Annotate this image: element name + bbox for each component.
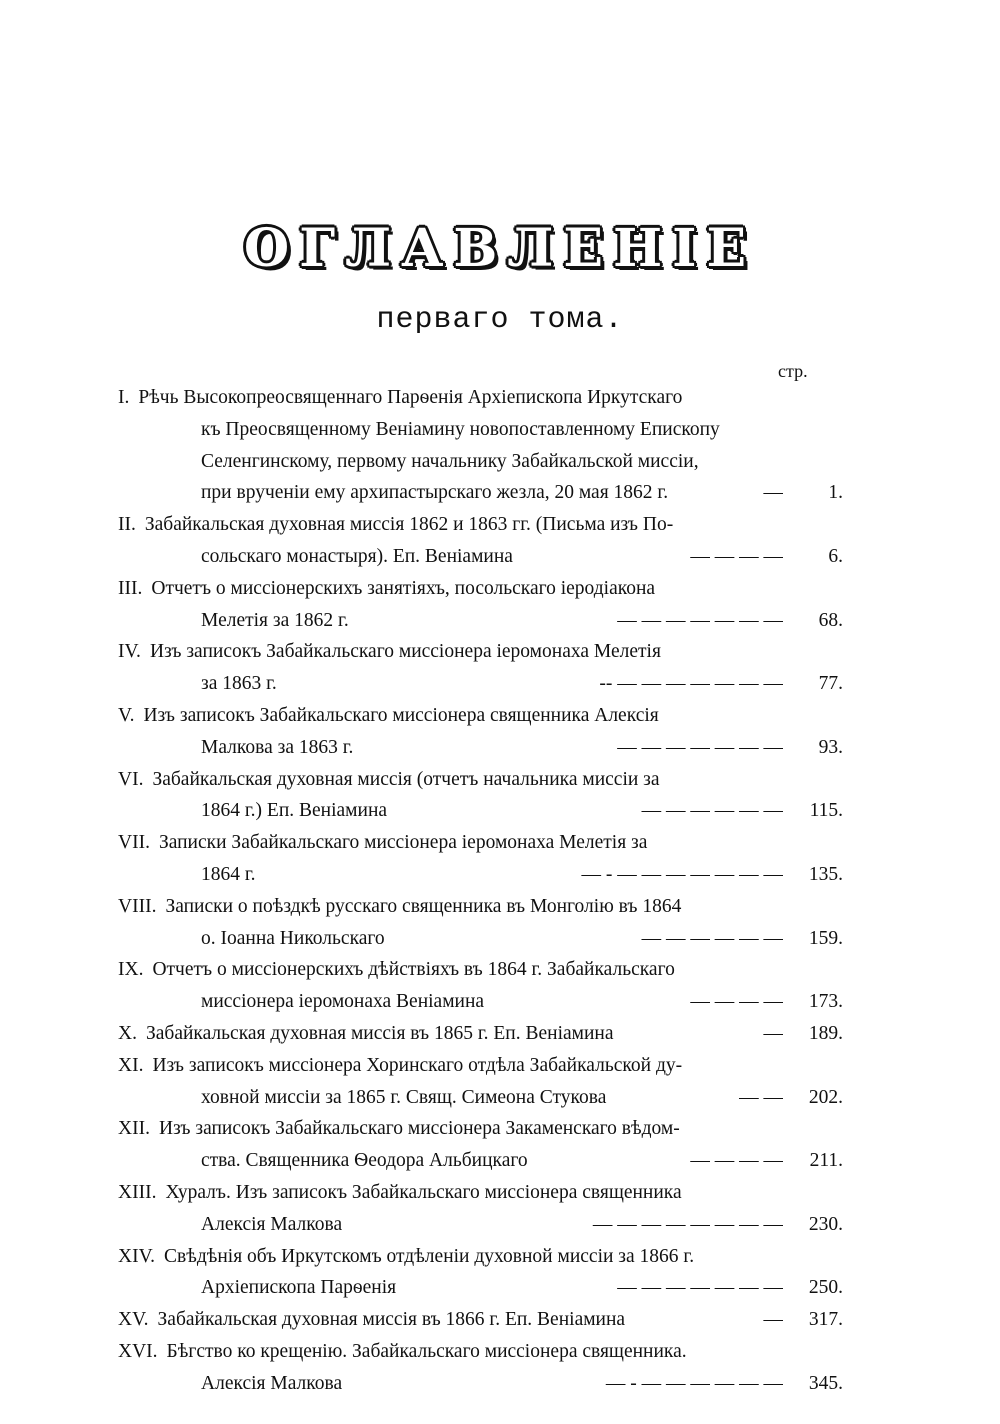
- toc-entry-number: VII.: [118, 832, 150, 854]
- toc-entry: [118, 1177, 843, 1241]
- toc-entry-last-line: [201, 1145, 843, 1177]
- toc-entry-last-line: [201, 859, 843, 891]
- toc-leader-dashes: — — — — — —: [641, 927, 783, 949]
- toc-entry-first-line: [118, 954, 843, 986]
- toc-page-number: 317.: [808, 1309, 843, 1331]
- toc-entry: [118, 954, 843, 1018]
- toc-entry-number: X.: [118, 1022, 137, 1044]
- toc-entry-text: Рѣчь Высокопреосвященнаго Парѳенія Архіепископа Иркутскаго: [138, 387, 683, 408]
- toc-entry-text: сольскаго монастыря). Еп. Веніамина: [201, 545, 513, 567]
- toc-page-number: 135.: [808, 863, 843, 885]
- toc-entry-text: миссіонера іеромонаха Веніамина: [201, 991, 485, 1013]
- toc-entry-first-line: [118, 1177, 843, 1209]
- toc-entry-last-line: [201, 732, 843, 764]
- toc-entry-text: къ Преосвященному Веніамину новопоставленному Епископу: [201, 418, 720, 440]
- toc-leader-dashes: — — — —: [690, 1150, 783, 1172]
- toc-leader-dashes: — — — —: [690, 545, 783, 567]
- toc-leader-dashes: — - — — — — — —: [605, 1372, 783, 1394]
- toc-entry-text: Малкова за 1863 г.: [201, 736, 354, 758]
- toc-entry-last-line: [201, 668, 843, 700]
- toc-entry-text: Забайкальская духовная миссія въ 1866 г. Еп. Веніамина: [157, 1309, 626, 1331]
- toc-entry-last-line: [118, 1304, 843, 1336]
- toc-entry: [118, 1336, 843, 1400]
- toc-entry-first-line: [118, 1113, 843, 1145]
- toc-entry-last-line: [201, 986, 843, 1018]
- toc-entry-number: XI.: [118, 1054, 144, 1076]
- toc-entry: [118, 636, 843, 700]
- toc-entry: [118, 827, 843, 891]
- toc-page-number: 6.: [828, 545, 843, 567]
- toc-entry-number: IV.: [118, 641, 141, 663]
- toc-entry: [118, 700, 843, 764]
- toc-page-number: 77.: [818, 673, 843, 695]
- toc-entry-number: XIV.: [118, 1245, 156, 1267]
- toc-leader-dashes: — — — — — — —: [617, 736, 783, 758]
- toc-page-number: 230.: [808, 1213, 843, 1235]
- toc-entry: [118, 573, 843, 637]
- toc-page-number: 250.: [808, 1277, 843, 1299]
- toc-entry-text: Отчетъ о миссіонерскихъ дѣйствіяхъ въ 1864 г. Забайкальскаго: [152, 959, 675, 981]
- toc-leader-dashes: — — — — — —: [641, 800, 783, 822]
- toc-entry: [118, 1113, 843, 1177]
- toc-entry-number: IX.: [118, 959, 144, 981]
- toc-entry-first-line: [118, 891, 843, 923]
- toc-page-number: 115.: [809, 800, 843, 822]
- toc-page-number: 211.: [809, 1150, 843, 1172]
- toc-entry-last-line: [201, 605, 843, 637]
- toc-entry-text: Хуралъ. Изъ записокъ Забайкальскаго миссіонера священника: [165, 1181, 682, 1203]
- toc-entry-last-line: [201, 1368, 843, 1400]
- toc-entry-text: за 1863 г.: [201, 673, 277, 695]
- toc-entry-text: Изъ записокъ Забайкальскаго миссіонера священника Алексія: [143, 704, 659, 726]
- toc-leader-dashes: —: [763, 482, 783, 504]
- toc-leader-dashes: —: [763, 1309, 783, 1331]
- toc-entry-text: Свѣдѣнія объ Иркутскомъ отдѣленіи духовной миссіи за 1866 г.: [164, 1245, 695, 1267]
- toc-leader-dashes: — —: [739, 1086, 783, 1108]
- toc-entry: [118, 1241, 843, 1305]
- toc-entry-text: Забайкальская духовная миссія въ 1865 г. Еп. Веніамина: [145, 1022, 614, 1044]
- toc-entry-first-line: [118, 636, 843, 668]
- toc-leader-dashes: — — — —: [690, 991, 783, 1013]
- toc-entry-text: Забайкальская духовная миссія 1862 и 1863 гг. (Письма изъ По-: [144, 514, 674, 536]
- toc-entry-number: VI.: [118, 768, 144, 790]
- toc-entry-number: II.: [118, 514, 136, 536]
- toc-page-number: 68.: [818, 609, 843, 631]
- toc-entry: [118, 382, 843, 509]
- toc-entry-first-line: [118, 509, 843, 541]
- toc-leader-dashes: — - — — — — — — —: [581, 863, 783, 885]
- toc-entry-last-line: [201, 1082, 843, 1114]
- toc-entry: [118, 1018, 843, 1050]
- toc-entry: [118, 509, 843, 573]
- toc-entry-text: ховной миссіи за 1865 г. Свящ. Симеона Стукова: [201, 1086, 607, 1108]
- toc-entry-text: Забайкальская духовная миссія (отчетъ начальника миссіи за: [152, 768, 660, 790]
- toc-entry-text: Изъ записокъ миссіонера Хоринскаго отдѣла Забайкальской ду-: [152, 1054, 683, 1076]
- page-subtitle: перваго тома.: [376, 303, 624, 337]
- toc-entry-text: Изъ записокъ Забайкальскаго миссіонера Закаменскаго вѣдом-: [158, 1118, 680, 1140]
- toc-leader-dashes: — — — — — — — —: [592, 1213, 783, 1235]
- toc-entry-number: XII.: [118, 1118, 150, 1140]
- toc-entry-text: Отчетъ о миссіонерскихъ занятіяхъ, посольскаго іеродіакона: [151, 577, 656, 599]
- toc-page-number: 345.: [808, 1372, 843, 1394]
- toc-entry-text: Записки Забайкальскаго миссіонера іеромонаха Мелетія за: [158, 832, 648, 854]
- toc-entry-text: Записки о поѣздкѣ русскаго священника въ Монголію въ 1864: [165, 895, 682, 917]
- toc-entry-last-line: [201, 477, 843, 509]
- toc-entry-last-line: [201, 923, 843, 955]
- toc-entry-text: при врученіи ему архипастырскаго жезла, 20 мая 1862 г.: [201, 482, 669, 504]
- toc-entry-number: VIII.: [118, 895, 157, 917]
- toc-entry-text: Алексія Малкова: [201, 1213, 343, 1235]
- toc-entry-text: 1864 г.: [201, 863, 256, 885]
- toc-entry-first-line: [118, 764, 843, 796]
- toc-entry-number: III.: [118, 577, 143, 599]
- toc-leader-dashes: —: [763, 1022, 783, 1044]
- toc-entry-text: Алексія Малкова: [201, 1372, 343, 1394]
- toc-page-number: 1.: [828, 482, 843, 504]
- toc-entry-text: ства. Священника Ѳеодора Альбицкаго: [201, 1150, 528, 1172]
- toc-entry: [118, 1304, 843, 1336]
- toc-entry-text: Архіепископа Парѳенія: [201, 1277, 397, 1299]
- toc-entry-first-line: [118, 1050, 843, 1082]
- toc-entry: [118, 891, 843, 955]
- page-title: ОГЛАВЛЕНІЕ: [243, 218, 757, 279]
- toc-entry-number: XVI.: [118, 1340, 158, 1362]
- toc-entry-last-line: [201, 1272, 843, 1304]
- page-column-label: стр.: [778, 361, 808, 381]
- toc-entry: [118, 1050, 843, 1114]
- toc-entry-first-line: [118, 700, 843, 732]
- toc-entry-text: Изъ записокъ Забайкальскаго миссіонера іеромонаха Мелетія: [149, 641, 661, 663]
- toc-entry-first-line: [118, 573, 843, 605]
- toc-entry-number: V.: [118, 704, 135, 726]
- toc-entry-text: о. Іоанна Никольскаго: [201, 927, 385, 949]
- toc-leader-dashes: -- — — — — — — —: [599, 673, 783, 695]
- toc-leader-dashes: — — — — — — —: [617, 1277, 783, 1299]
- toc-entry-text: Бѣгство ко крещенію. Забайкальскаго миссіонера священника.: [166, 1340, 687, 1362]
- toc-entry-first-line: [118, 827, 843, 859]
- toc-entry-last-line: [118, 1018, 843, 1050]
- toc-entry-first-line: [118, 1241, 843, 1273]
- toc-entry-last-line: [201, 1209, 843, 1241]
- toc-entry: [118, 764, 843, 828]
- toc-page-number: 173.: [808, 991, 843, 1013]
- toc-entry-number: XIII.: [118, 1181, 157, 1203]
- toc-entry-text: 1864 г.) Еп. Веніамина: [201, 800, 388, 822]
- toc-entry-first-line: [118, 1336, 843, 1368]
- toc-leader-dashes: — — — — — — —: [617, 609, 783, 631]
- toc-entry-text: Мелетія за 1862 г.: [201, 609, 349, 631]
- toc-entry-last-line: [201, 795, 843, 827]
- table-of-contents: [118, 382, 843, 1400]
- toc-page-number: 159.: [808, 927, 843, 949]
- toc-entry-number: XV.: [118, 1309, 149, 1331]
- toc-page-number: 202.: [808, 1086, 843, 1108]
- toc-page-number: 93.: [818, 736, 843, 758]
- toc-entry-first-line: [118, 382, 843, 414]
- toc-entry-last-line: [201, 541, 843, 573]
- toc-entry-number: I.: [118, 387, 130, 408]
- toc-page-number: 189.: [808, 1022, 843, 1044]
- toc-entry-text: Селенгинскому, первому начальнику Забайкальской миссіи,: [201, 450, 699, 472]
